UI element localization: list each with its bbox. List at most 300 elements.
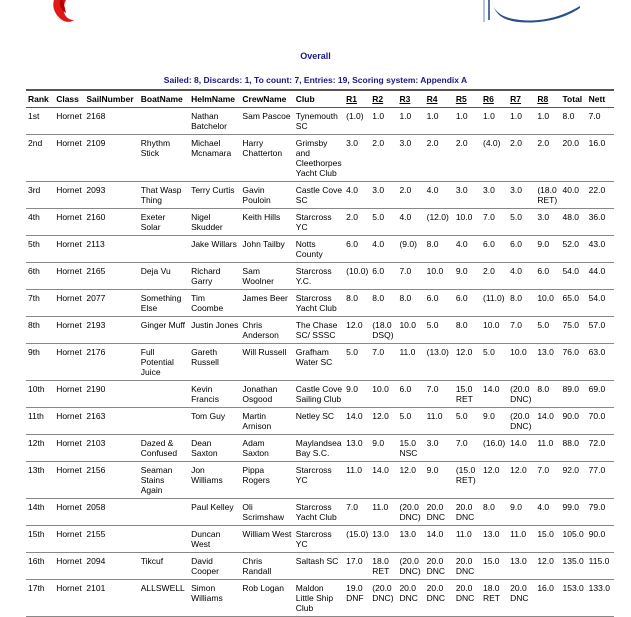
table-row (26, 209, 614, 236)
cell-crew-name: Adam Saxton (242, 438, 269, 458)
results-body (26, 108, 614, 617)
cell-rank: 12th (28, 438, 45, 448)
cell-sail-number: 2058 (86, 502, 106, 512)
cell-class: Hornet (56, 266, 82, 276)
cell-r5: 20.0 DNC (455, 502, 475, 522)
cell-r5: 5.0 (455, 411, 468, 421)
cell-nett: 22.0 (588, 185, 606, 195)
cell-r2: 2.0 (372, 138, 385, 148)
cell-rank: 2nd (28, 138, 43, 148)
cell-helm-name: Jake Willars (191, 239, 237, 249)
cell-nett: 79.0 (588, 502, 606, 512)
cell-r2: (18.0 DSQ) (372, 320, 394, 340)
cell-sail-number: 2165 (86, 266, 106, 276)
table-row (26, 499, 614, 526)
cell-r4: 20.0 DNC (426, 502, 446, 522)
col-header-crewname: CrewName (240, 90, 293, 108)
cell-r6: 1.0 (482, 111, 495, 121)
cell-class: Hornet (56, 111, 82, 121)
cell-club: Tynemouth SC (295, 111, 338, 131)
cell-r2: 4.0 (372, 239, 385, 249)
cell-sail-number: 2193 (86, 320, 106, 330)
cell-rank: 11th (28, 411, 44, 421)
table-row (26, 108, 614, 135)
scoring-summary: Sailed: 8, Discards: 1, To count: 7, Entries: 19, Scoring system: Appendix A (163, 75, 468, 85)
cell-helm-name: Nathan Batchelor (191, 111, 227, 131)
cell-r4: 7.0 (426, 384, 439, 394)
cell-total: 88.0 (562, 438, 580, 448)
cell-r8: (18.0 RET) (537, 185, 558, 205)
cell-r5: 2.0 (455, 138, 468, 148)
table-row (26, 290, 614, 317)
cell-sail-number: 2109 (86, 138, 106, 148)
cell-r2: 14.0 (372, 465, 389, 475)
cell-r5: 20.0 DNC (455, 556, 475, 576)
cell-r8: 13.0 (537, 347, 554, 357)
cell-r7: 3.0 (510, 185, 522, 195)
col-header-r4-link[interactable]: R4 (425, 90, 454, 108)
cell-class: Hornet (56, 212, 82, 222)
cell-r1: 17.0 (346, 556, 363, 566)
cell-crew-name: Oli Scrimshaw (242, 502, 284, 522)
cell-rank: 13th (28, 465, 45, 475)
cell-nett: 133.0 (588, 583, 610, 593)
cell-r8: 14.0 (537, 411, 554, 421)
cell-total: 92.0 (562, 465, 580, 475)
col-header-nett: Nett (587, 90, 614, 108)
cell-r4: 6.0 (426, 293, 439, 303)
cell-rank: 16th (28, 556, 45, 566)
cell-r2: 6.0 (372, 266, 385, 276)
cell-total: 48.0 (562, 212, 580, 222)
table-row (26, 580, 614, 617)
cell-r7: 14.0 (510, 438, 527, 448)
cell-crew-name: James Beer (242, 293, 288, 303)
cell-boat-name: ALLSWELL (140, 583, 185, 593)
col-header-boatname: BoatName (139, 90, 189, 108)
cell-r1: 11.0 (346, 465, 363, 475)
cell-club: Starcross YC (295, 212, 332, 232)
cell-r6: 5.0 (482, 347, 495, 357)
cell-r6: 8.0 (482, 502, 495, 512)
cell-r7: 8.0 (510, 293, 522, 303)
cell-crew-name: Rob Logan (242, 583, 285, 593)
cell-helm-name: Simon Williams (191, 583, 223, 603)
cell-boat-name (139, 108, 189, 135)
cell-r5: 9.0 (455, 266, 468, 276)
cell-total: 20.0 (562, 138, 580, 148)
cell-r6: 9.0 (482, 411, 495, 421)
cell-nett: 36.0 (588, 212, 606, 222)
cell-class: Hornet (56, 502, 82, 512)
cell-boat-name: Tikcuf (140, 556, 164, 566)
col-header-r2-link[interactable]: R2 (370, 90, 397, 108)
cell-rank: 6th (28, 266, 40, 276)
cell-boat-name (139, 526, 189, 553)
cell-r4: 11.0 (426, 411, 443, 421)
cell-helm-name: Justin Jones (191, 320, 239, 330)
cell-helm-name: Michael Mcnamara (191, 138, 232, 158)
table-row (26, 526, 614, 553)
col-header-helmname: HelmName (189, 90, 240, 108)
cell-r4: 2.0 (426, 138, 439, 148)
col-header-r1-link[interactable]: R1 (344, 90, 370, 108)
table-row (26, 381, 614, 408)
table-row (26, 263, 614, 290)
cell-r7: 9.0 (510, 502, 522, 512)
cell-boat-name (139, 408, 189, 435)
cell-r2: 5.0 (372, 212, 385, 222)
table-row (26, 553, 614, 580)
cell-r1: 12.0 (346, 320, 363, 330)
cell-r5: 6.0 (455, 293, 468, 303)
cell-club: Grimsby and Cleethorpes Yacht Club (295, 138, 342, 178)
cell-nett: 72.0 (588, 438, 606, 448)
cell-r6: 18.0 RET (482, 583, 500, 603)
col-header-r6-link[interactable]: R6 (481, 90, 508, 108)
cell-r4: 1.0 (426, 111, 439, 121)
cell-rank: 1st (28, 111, 40, 121)
cell-boat-name: That Wasp Thing (140, 185, 182, 205)
cell-club: Starcross YC (295, 465, 332, 485)
col-header-r5-link[interactable]: R5 (454, 90, 481, 108)
cell-class: Hornet (56, 138, 82, 148)
cell-r1: 2.0 (346, 212, 358, 222)
cell-total: 105.0 (562, 529, 584, 539)
cell-r1: 5.0 (346, 347, 358, 357)
cell-boat-name: Rhythm Stick (140, 138, 171, 158)
cell-sail-number: 2156 (86, 465, 106, 475)
cell-helm-name: Tom Guy (191, 411, 226, 421)
header-row (26, 90, 614, 108)
cell-r2: 1.0 (372, 111, 385, 121)
cell-r3: (20.0 DNC) (399, 502, 421, 522)
cell-boat-name: Ginger Muff (140, 320, 186, 330)
cell-boat-name: Seaman Stains Again (140, 465, 173, 495)
cell-helm-name: Nigel Skudder (191, 212, 223, 232)
cell-r1: 4.0 (346, 185, 358, 195)
cell-rank: 7th (28, 293, 40, 303)
cell-class: Hornet (56, 556, 82, 566)
cell-r3: (9.0) (399, 239, 417, 249)
cell-r8: 5.0 (537, 320, 550, 330)
cell-r4: 5.0 (426, 320, 439, 330)
cell-boat-name: Deja Vu (140, 266, 171, 276)
cell-r7: 4.0 (510, 266, 522, 276)
cell-nett: 43.0 (588, 239, 606, 249)
cell-r5: 7.0 (455, 438, 468, 448)
cell-r4: 20.0 DNC (426, 556, 446, 576)
cell-r7: (20.0 DNC) (510, 384, 532, 404)
cell-rank: 3rd (28, 185, 41, 195)
cell-club: Starcross Yacht Club (295, 502, 337, 522)
cell-r6: 15.0 (482, 556, 500, 566)
cell-r4: 4.0 (426, 185, 439, 195)
cell-r8: 8.0 (537, 384, 550, 394)
cell-r4: 10.0 (426, 266, 444, 276)
col-header-class: Class (54, 90, 84, 108)
cell-total: 76.0 (562, 347, 580, 357)
cell-r2: 8.0 (372, 293, 385, 303)
cell-r7: 5.0 (510, 212, 522, 222)
cell-club: Grafham Water SC (295, 347, 333, 367)
col-header-rank: Rank (26, 90, 54, 108)
cell-club: Netley SC (295, 411, 335, 421)
cell-club: Starcross Yacht Club (295, 293, 337, 313)
cell-helm-name: Paul Kelley (191, 502, 234, 512)
cell-r5: 10.0 (455, 212, 473, 222)
cell-class: Hornet (56, 465, 82, 475)
cell-r3: 15.0 NSC (399, 438, 418, 458)
table-row (26, 408, 614, 435)
cell-r5: 1.0 (455, 111, 468, 121)
table-row (26, 344, 614, 381)
cell-r3: 13.0 (399, 529, 416, 539)
cell-rank: 15th (28, 529, 45, 539)
cell-sail-number: 2113 (86, 239, 105, 249)
cell-class: Hornet (56, 411, 82, 421)
cell-nett: 77.0 (588, 465, 606, 475)
cell-r4: (13.0) (426, 347, 449, 357)
cell-rank: 14th (28, 502, 45, 512)
cell-r3: 11.0 (399, 347, 416, 357)
cell-r1: (15.0) (346, 529, 369, 539)
col-header-r3-link[interactable]: R3 (397, 90, 424, 108)
cell-r8: 12.0 (537, 556, 554, 566)
cell-crew-name: Keith Hills (242, 212, 281, 222)
cell-rank: 9th (28, 347, 40, 357)
cell-sail-number: 2093 (86, 185, 106, 195)
cell-r6: 2.0 (482, 266, 495, 276)
cell-r5: 15.0 RET (455, 384, 473, 404)
blue-sail-logo (480, 0, 590, 24)
cell-class: Hornet (56, 185, 82, 195)
cell-r8: 9.0 (537, 239, 550, 249)
cell-sail-number: 2168 (86, 111, 106, 121)
cell-helm-name: Richard Garry (191, 266, 221, 286)
cell-helm-name: David Cooper (191, 556, 219, 576)
cell-r1: 7.0 (346, 502, 358, 512)
cell-total: 153.0 (562, 583, 584, 593)
cell-r5: 4.0 (455, 239, 468, 249)
cell-crew-name: Martin Arnison (242, 411, 272, 431)
cell-crew-name: Sam Pascoe (242, 111, 291, 121)
cell-r7: 6.0 (510, 239, 522, 249)
cell-nett: 54.0 (588, 293, 606, 303)
cell-r1: 6.0 (346, 239, 358, 249)
cell-sail-number: 2103 (86, 438, 106, 448)
cell-total: 52.0 (562, 239, 580, 249)
table-row (26, 236, 614, 263)
cell-r8: 7.0 (537, 465, 550, 475)
cell-total: 89.0 (562, 384, 580, 394)
cell-rank: 8th (28, 320, 40, 330)
table-row (26, 317, 614, 344)
col-header-club: Club (294, 90, 344, 108)
page-title: Overall (300, 51, 331, 61)
cell-total: 90.0 (562, 411, 580, 421)
red-club-logo (50, 0, 76, 26)
cell-r4: (12.0) (426, 212, 449, 222)
cell-crew-name: Gavin Pouloin (242, 185, 271, 205)
cell-r3: 4.0 (399, 212, 412, 222)
cell-r4: 20.0 DNC (426, 583, 446, 603)
cell-r6: (11.0) (482, 293, 505, 303)
cell-r5: 8.0 (455, 320, 468, 330)
cell-r2: (20.0 DNC) (372, 583, 394, 603)
cell-club: Maylandsea Bay S.C. (295, 438, 342, 458)
cell-r3: 2.0 (399, 185, 412, 195)
cell-r6: 14.0 (482, 384, 500, 394)
cell-r7: 13.0 (510, 556, 527, 566)
cell-r6: 12.0 (482, 465, 500, 475)
cell-crew-name: William West (242, 529, 292, 539)
cell-total: 8.0 (562, 111, 575, 121)
cell-crew-name: Harry Chatterton (242, 138, 283, 158)
cell-r2: 9.0 (372, 438, 385, 448)
cell-boat-name: Full Potential Juice (140, 347, 174, 377)
cell-r4: 3.0 (426, 438, 439, 448)
cell-r6: 13.0 (482, 529, 500, 539)
cell-nett: 16.0 (588, 138, 606, 148)
cell-r7: 12.0 (510, 465, 527, 475)
cell-rank: 4th (28, 212, 40, 222)
cell-r5: 20.0 DNC (455, 583, 475, 603)
cell-r3: 6.0 (399, 384, 412, 394)
cell-boat-name (139, 381, 189, 408)
cell-r3: (20.0 DNC) (399, 556, 421, 576)
cell-club: Saltash SC (295, 556, 339, 566)
cell-r1: (10.0) (346, 266, 369, 276)
cell-club: Maldon Little Ship Club (295, 583, 334, 613)
cell-r2: 3.0 (372, 185, 385, 195)
cell-r8: 1.0 (537, 111, 550, 121)
cell-sail-number: 2160 (86, 212, 106, 222)
cell-crew-name: Sam Woolner (242, 266, 274, 286)
cell-r8: 3.0 (537, 212, 550, 222)
cell-r7: 11.0 (510, 529, 527, 539)
col-header-total: Total (560, 90, 586, 108)
cell-club: Castle Cove Sailing Club (295, 384, 343, 404)
cell-r6: 3.0 (482, 185, 495, 195)
cell-r8: 16.0 (537, 583, 554, 593)
cell-r3: 3.0 (399, 138, 412, 148)
cell-class: Hornet (56, 239, 82, 249)
cell-r4: 9.0 (426, 465, 439, 475)
col-header-sailnumber: SailNumber (84, 90, 138, 108)
cell-r2: 10.0 (372, 384, 389, 394)
cell-crew-name: Chris Randall (242, 556, 272, 576)
table-row (26, 462, 614, 499)
col-header-r8-link[interactable]: R8 (535, 90, 560, 108)
cell-total: 65.0 (562, 293, 580, 303)
cell-r1: 8.0 (346, 293, 358, 303)
cell-r2: 18.0 RET (372, 556, 390, 576)
cell-boat-name: Dazed & Confused (140, 438, 178, 458)
cell-crew-name: Chris Anderson (242, 320, 279, 340)
cell-nett: 90.0 (588, 529, 606, 539)
cell-club: Notts County (295, 239, 323, 259)
cell-club: Starcross YC (295, 529, 332, 549)
cell-sail-number: 2077 (86, 293, 106, 303)
table-row (26, 435, 614, 462)
cell-r8: 4.0 (537, 502, 550, 512)
cell-total: 99.0 (562, 502, 580, 512)
cell-r2: 12.0 (372, 411, 389, 421)
cell-r6: 6.0 (482, 239, 495, 249)
cell-sail-number: 2163 (86, 411, 106, 421)
cell-club: Starcross Y.C. (295, 266, 332, 286)
cell-r6: (16.0) (482, 438, 506, 448)
cell-r4: 8.0 (426, 239, 439, 249)
cell-class: Hornet (56, 438, 82, 448)
cell-helm-name: Duncan West (191, 529, 221, 549)
cell-r8: 10.0 (537, 293, 554, 303)
cell-r8: 6.0 (537, 266, 550, 276)
cell-class: Hornet (56, 384, 82, 394)
cell-r6: (4.0) (482, 138, 501, 148)
results-table (26, 89, 614, 617)
cell-boat-name: Exeter Solar (140, 212, 166, 232)
cell-r5: 12.0 (455, 347, 473, 357)
cell-helm-name: Terry Curtis (191, 185, 235, 195)
cell-rank: 5th (28, 239, 40, 249)
cell-class: Hornet (56, 347, 82, 357)
cell-r2: 11.0 (372, 502, 389, 512)
cell-nett: 70.0 (588, 411, 606, 421)
cell-r8: 15.0 (537, 529, 554, 539)
cell-r6: 7.0 (482, 212, 495, 222)
cell-r5: (15.0 RET) (455, 465, 476, 485)
cell-sail-number: 2176 (86, 347, 106, 357)
cell-r7: 2.0 (510, 138, 522, 148)
cell-r5: 11.0 (455, 529, 472, 539)
cell-sail-number: 2155 (86, 529, 106, 539)
cell-boat-name (139, 499, 189, 526)
cell-helm-name: Dean Saxton (191, 438, 218, 458)
cell-r7: 10.0 (510, 347, 527, 357)
table-row (26, 182, 614, 209)
cell-r1: 3.0 (346, 138, 358, 148)
cell-r4: 14.0 (426, 529, 444, 539)
cell-r2: 7.0 (372, 347, 385, 357)
cell-r7: (20.0 DNC) (510, 411, 532, 431)
cell-r1: 13.0 (346, 438, 363, 448)
table-row (26, 135, 614, 182)
cell-r1: 14.0 (346, 411, 363, 421)
cell-r6: 10.0 (482, 320, 500, 330)
cell-r3: 8.0 (399, 293, 412, 303)
cell-total: 40.0 (562, 185, 580, 195)
cell-r5: 3.0 (455, 185, 468, 195)
cell-r8: 2.0 (537, 138, 550, 148)
cell-nett: 115.0 (588, 556, 610, 566)
cell-helm-name: Gareth Russell (191, 347, 219, 367)
col-header-r7-link[interactable]: R7 (508, 90, 535, 108)
cell-club: The Chase SC/ SSSC (295, 320, 338, 340)
cell-r7: 7.0 (510, 320, 522, 330)
cell-r7: 1.0 (510, 111, 522, 121)
cell-class: Hornet (56, 320, 82, 330)
cell-r3: 1.0 (399, 111, 412, 121)
cell-nett: 57.0 (588, 320, 606, 330)
cell-r3: 10.0 (399, 320, 416, 330)
cell-class: Hornet (56, 293, 82, 303)
cell-r3: 7.0 (399, 266, 412, 276)
cell-r2: 13.0 (372, 529, 389, 539)
cell-helm-name: Jon Williams (191, 465, 223, 485)
cell-sail-number: 2101 (86, 583, 106, 593)
